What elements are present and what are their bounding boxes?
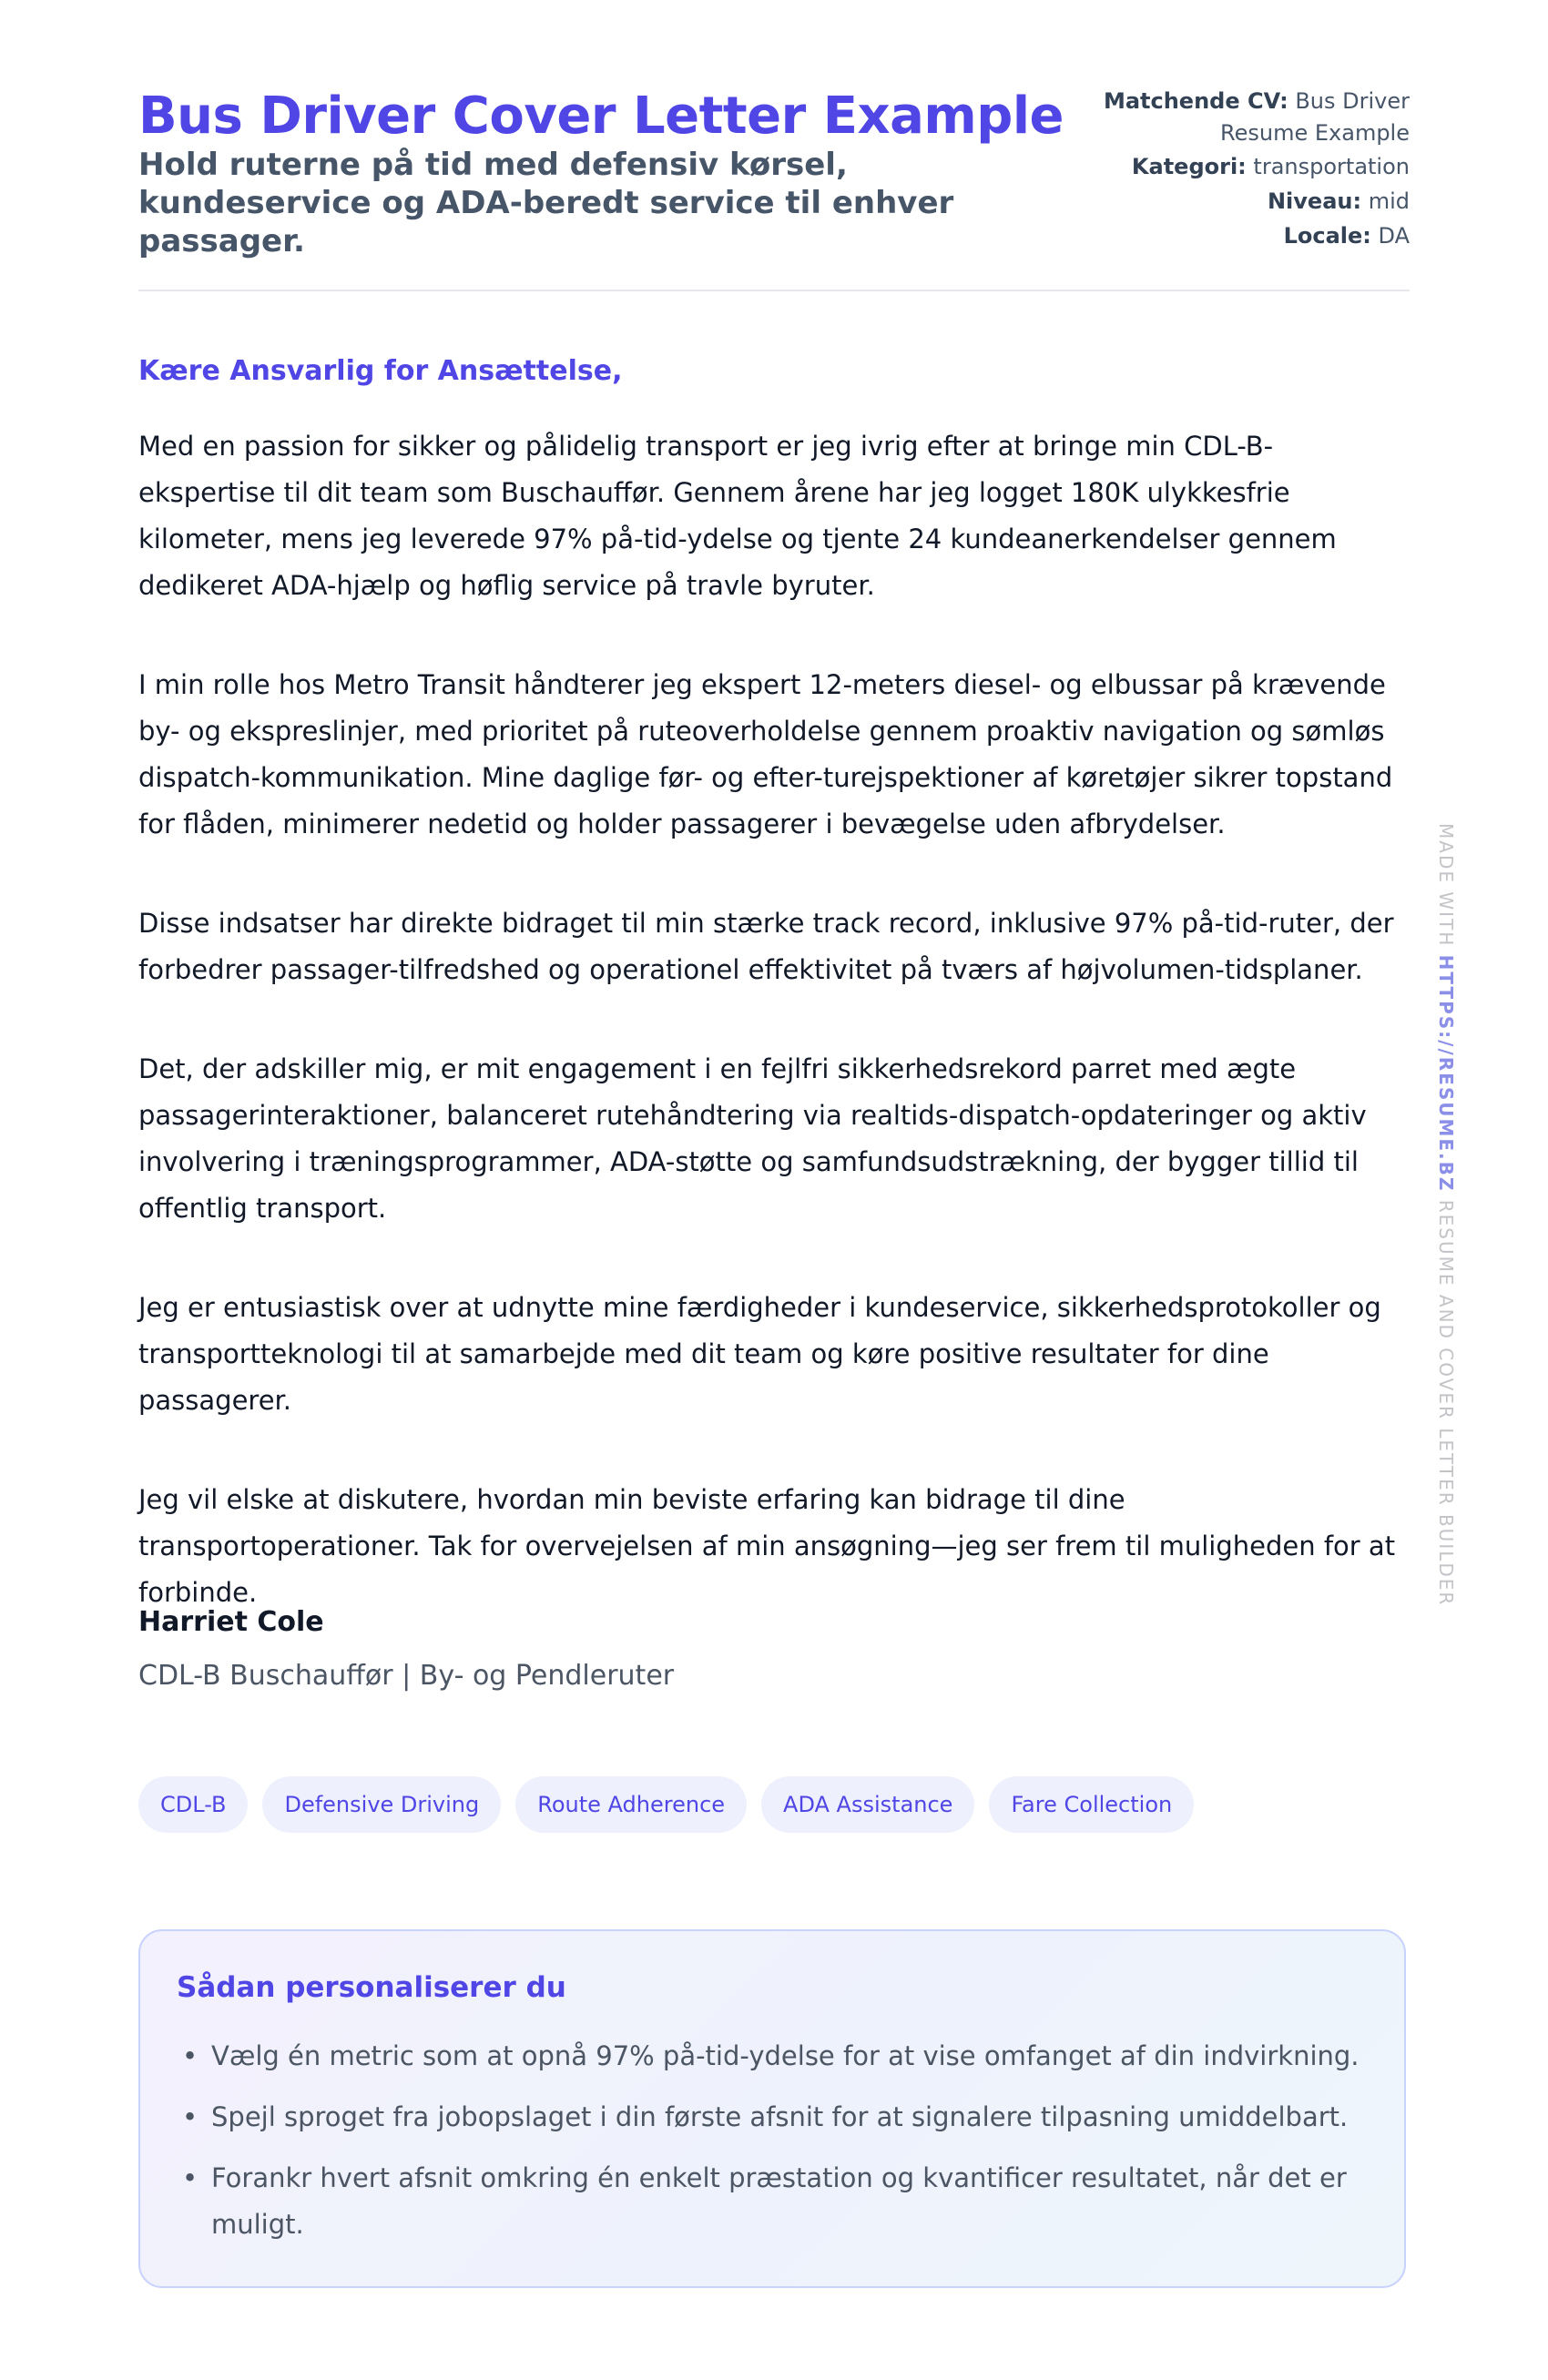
skill-tag: CDL-B	[138, 1776, 248, 1833]
watermark-prefix: MADE WITH	[1435, 823, 1457, 948]
meta-level-value: mid	[1368, 188, 1410, 214]
watermark	[1435, 823, 1457, 1606]
page-subtitle: Hold ruterne på tid med defensiv kørsel, kundeservice og ADA-beredt service til enhver passager.	[138, 147, 954, 259]
letter-paragraph: Det, der adskiller mig, er mit engagement i en fejlfri sikkerhedsrekord parret med ægte passagerinteraktioner, balanceret rutehåndtering via realtids-dispatch-opdateringer og aktiv involvering i træningsprogrammer, ADA-støtte og samfundsudstrækning, der bygger tillid til offentlig transport.	[138, 1053, 1367, 1224]
bullet-icon: •	[182, 2162, 199, 2193]
personalization-tips	[138, 1929, 1406, 2288]
page-header	[138, 0, 1410, 291]
tip-text: Spejl sproget fra jobopslaget i din første afsnit for at signalere tilpasning umiddelbart.	[211, 2101, 1349, 2132]
letter-greeting: Kære Ansvarlig for Ansættelse,	[138, 355, 623, 387]
skill-tag: Fare Collection	[989, 1776, 1194, 1833]
tip-item	[177, 2033, 1360, 2080]
meta-matching-cv	[1064, 86, 1410, 149]
watermark-suffix: RESUME AND COVER LETTER BUILDER	[1435, 1199, 1457, 1607]
meta-category-label: Kategori:	[1131, 154, 1247, 179]
meta-locale-label: Locale:	[1283, 223, 1371, 249]
letter-paragraph: Disse indsatser har direkte bidraget til min stærke track record, inklusive 97% på-tid-ruter, der forbedrer passager-tilfredshed og operationel effektivitet på tværs af højvolumen-tidsplaner.	[138, 908, 1394, 985]
cover-letter-page	[138, 0, 1410, 2240]
watermark-link[interactable]: HTTPS://RESUME.BZ	[1435, 954, 1457, 1193]
meta-category-value: transportation	[1253, 154, 1410, 179]
skill-tag: Route Adherence	[515, 1776, 747, 1833]
skill-tag: Defensive Driving	[262, 1776, 501, 1833]
letter-paragraph: Med en passion for sikker og pålidelig transport er jeg ivrig efter at bringe min CDL-B-ekspertise til dit team som Buschauffør. Gennem årene har jeg logget 180K ulykkesfrie kilometer, mens jeg leverede 97% på-tid-ydelse og tjente 24 kundeanerkendelser gennem dedikeret ADA-hjælp og høflig service på travle byruter.	[138, 431, 1337, 601]
tip-item	[177, 2155, 1360, 2248]
page-title: Bus Driver Cover Letter Example	[138, 86, 1064, 146]
bullet-icon: •	[182, 2040, 199, 2071]
meta-locale-value: DA	[1378, 223, 1410, 249]
letter-body	[138, 423, 1410, 1669]
signature-role: CDL-B Buschauffør | By- og Pendleruter	[138, 1660, 675, 1692]
tips-list	[177, 2033, 1360, 2263]
letter-paragraph: I min rolle hos Metro Transit håndterer jeg ekspert 12-meters diesel- og elbussar på krævende by- og ekspreslinjer, med prioritet på ruteoverholdelse gennem proaktiv navigation og sømløs dispatch-kommunikation. Mine daglige før- og efter-turejspektioner af køretøjer sikrer topstand for flåden, minimerer nedetid og holder passagerer i bevægelse uden afbrydelser.	[138, 669, 1393, 839]
meta-level	[1064, 184, 1410, 219]
skill-tags	[138, 1776, 1194, 1833]
meta-category	[1064, 149, 1410, 184]
tip-text: Forankr hvert afsnit omkring én enkelt præstation og kvantificer resultatet, når det er muligt.	[211, 2162, 1347, 2240]
bullet-icon: •	[182, 2101, 199, 2132]
signature-name: Harriet Cole	[138, 1606, 324, 1638]
tips-title: Sådan personaliserer du	[177, 1971, 566, 2004]
meta-panel	[1064, 86, 1410, 253]
meta-cv-value-line2[interactable]: Resume Example	[1220, 120, 1410, 146]
meta-cv-label: Matchende CV:	[1103, 88, 1288, 114]
meta-level-label: Niveau:	[1267, 188, 1362, 214]
meta-cv-value-line1[interactable]: Bus Driver	[1295, 88, 1410, 114]
meta-locale	[1064, 219, 1410, 253]
skill-tag: ADA Assistance	[761, 1776, 974, 1833]
tip-item	[177, 2094, 1360, 2141]
signature-block	[138, 1606, 674, 1692]
tip-text: Vælg én metric som at opnå 97% på-tid-ydelse for at vise omfanget af din indvirkning.	[211, 2040, 1360, 2071]
letter-paragraph: Jeg vil elske at diskutere, hvordan min beviste erfaring kan bidrage til dine transportoperationer. Tak for overvejelsen af min ansøgning—jeg ser frem til muligheden for at forbinde.	[138, 1484, 1396, 1608]
letter-paragraph: Jeg er entusiastisk over at udnytte mine færdigheder i kundeservice, sikkerhedsprotokoller og transportteknologi til at samarbejde med dit team og køre positive resultater for dine passagerer.	[138, 1292, 1381, 1416]
